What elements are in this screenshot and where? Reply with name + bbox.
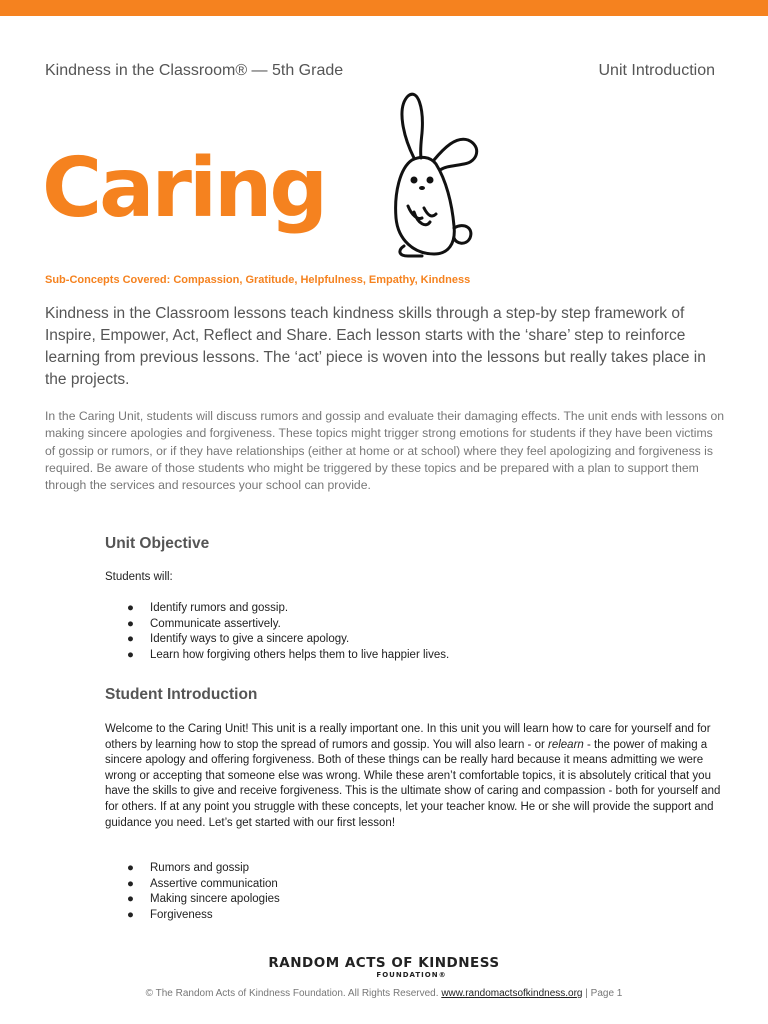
bullet-icon: ● — [127, 877, 134, 890]
student-introduction-paragraph — [105, 722, 723, 831]
subconcepts-line: Sub-Concepts Covered: Compassion, Gratitude, Helpfulness, Empathy, Kindness — [45, 274, 471, 286]
student-introduction-heading: Student Introduction — [105, 686, 258, 703]
header-course-title: Kindness in the Classroom® — 5th Grade — [45, 62, 344, 79]
welcome-text-part: - the power of making a sincere apology and offering forgiveness. Both of these things can be really hard because it means admitting we were wrong or accepting that someone else was wrong. While these aren’t comfortable topics, it is absolutely critical that you have the skills to give and receive forgiveness. This is the ultimate show of caring and compassion - both for yourself and for others. If at any point you struggle with these concepts, let your teacher know. He or she will provide the support and guidance you need. Let’s get started with our first lesson! — [105, 738, 721, 829]
welcome-text-part: Welcome to the Caring Unit! This unit is a really important one. In this unit you will learn how to care for yourself and for others by learning how to stop the spread of rumors and gossip. You will also learn - or — [105, 723, 711, 751]
header-section-label: Unit Introduction — [598, 62, 715, 79]
list-item-text: Rumors and gossip — [150, 862, 250, 874]
list-item — [105, 648, 449, 664]
list-item-text: Communicate assertively. — [150, 617, 281, 630]
bullet-icon: ● — [127, 602, 134, 614]
top-accent-bar — [0, 0, 768, 16]
unit-description-paragraph: In the Caring Unit, students will discuss rumors and gossip and evaluate their damaging effects. The unit ends with lessons on making sincere apologies and forgiveness. These topics might trigger strong emotions for students if they have been victims of gossip or rumors, or if they have relationships (either at home or at school) where they feel apologizing and forgiveness is required. Be aware of those students who might be triggered by these topics and be prepared with a plan to support them through the services and resources your school can provide. — [45, 409, 725, 493]
lesson-topic-list — [105, 861, 280, 923]
objective-lead: Students will: — [105, 571, 173, 583]
foundation-logo — [0, 955, 768, 979]
bullet-icon: ● — [127, 893, 134, 906]
footer-website-link[interactable]: www.randomactsofkindness.org — [441, 988, 583, 999]
bullet-icon: ● — [127, 648, 134, 661]
list-item — [105, 861, 280, 877]
unit-title: Caring — [42, 141, 326, 236]
unit-objective-heading: Unit Objective — [105, 535, 210, 552]
list-item-text: Learn how forgiving others helps them to live happier lives. — [150, 648, 450, 661]
intro-paragraph: Kindness in the Classroom lessons teach kindness skills through a step-by step framework of Inspire, Empower, Act, Reflect and Share. Each lesson starts with the ‘share’ step to reinforce learning from previous lessons. The ‘act’ piece is woven into the lessons but really takes place in the projects. — [45, 305, 706, 388]
list-item — [105, 877, 280, 893]
list-item-text: Forgiveness — [150, 908, 213, 921]
bullet-icon: ● — [127, 617, 134, 630]
footer-copyright: © The Random Acts of Kindness Foundation. All Rights Reserved. — [145, 988, 442, 999]
list-item-text: Identify ways to give a sincere apology. — [150, 633, 350, 646]
objective-list — [105, 601, 449, 663]
logo-foundation-text: FOUNDATION® — [376, 971, 447, 979]
logo-wordmark: RANDOM ACTS OF KINDNESS — [268, 955, 500, 971]
list-item — [105, 601, 449, 617]
footer-page-number: | Page 1 — [582, 988, 623, 999]
list-item — [105, 892, 280, 908]
list-item-text: Making sincere apologies — [150, 893, 280, 906]
bullet-icon: ● — [127, 862, 134, 874]
list-item — [105, 908, 280, 924]
list-item — [105, 632, 449, 648]
welcome-text-italic: relearn — [548, 738, 584, 751]
page-footer — [0, 988, 768, 999]
bullet-icon: ● — [127, 908, 134, 921]
list-item-text: Identify rumors and gossip. — [150, 602, 289, 614]
bunny-illustration-icon — [374, 88, 494, 263]
list-item-text: Assertive communication — [150, 877, 278, 890]
bullet-icon: ● — [127, 633, 134, 646]
list-item — [105, 617, 449, 633]
